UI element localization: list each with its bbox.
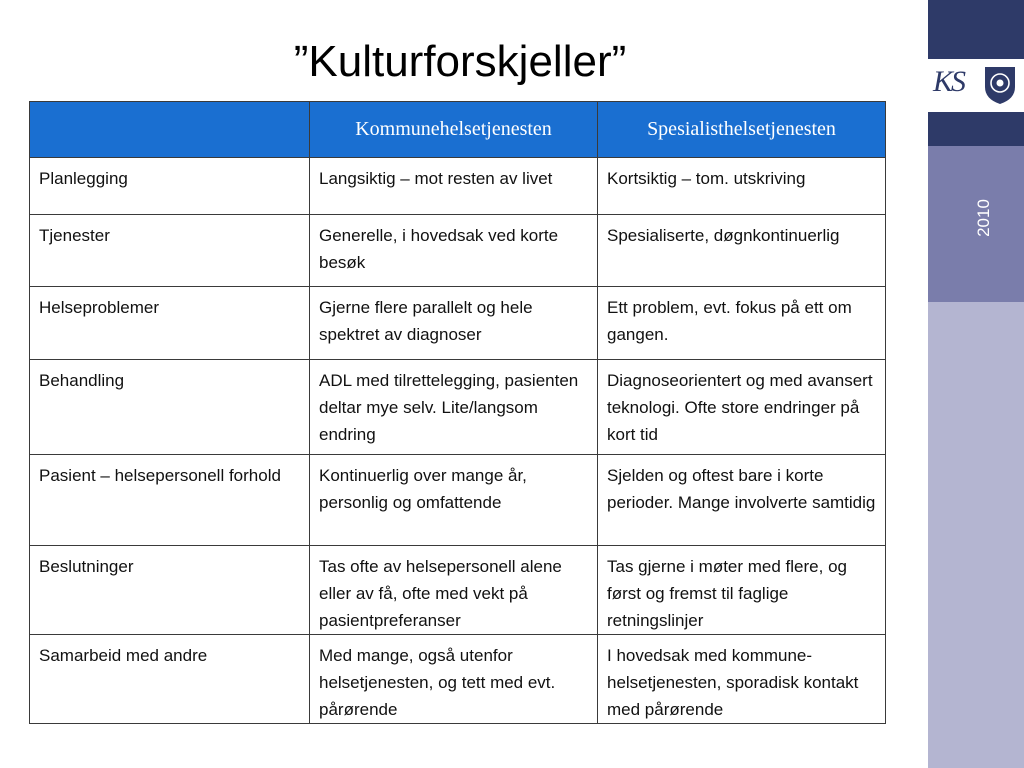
header-kommune: Kommunehelsetjenesten xyxy=(310,102,598,158)
row-label: Pasient – helsepersonell forhold xyxy=(30,455,310,546)
table-row xyxy=(30,215,886,287)
cell-kommune: Generelle, i hovedsak ved korte besøk xyxy=(310,215,598,287)
cell-spesialist: Sjelden og oftest bare i korte perioder. Mange involverte samtidig xyxy=(598,455,886,546)
ks-logo: KS xyxy=(933,65,965,98)
crest-icon xyxy=(983,65,1017,105)
cell-kommune: Tas ofte av helsepersonell alene eller av få, ofte med vekt på pasientpreferanser xyxy=(310,546,598,635)
cell-spesialist: Diagnoseorientert og med avansert teknologi. Ofte store endringer på kort tid xyxy=(598,360,886,455)
cell-spesialist: Tas gjerne i møter med flere, og først og fremst til faglige retningslinjer xyxy=(598,546,886,635)
cell-spesialist: I hovedsak med kommune-helsetjenesten, sporadisk kontakt med pårørende xyxy=(598,635,886,724)
cell-kommune: Kontinuerlig over mange år, personlig og omfattende xyxy=(310,455,598,546)
table-header-row xyxy=(30,102,886,158)
cell-spesialist: Ett problem, evt. fokus på ett om gangen. xyxy=(598,287,886,360)
slide-title: ”Kulturforskjeller” xyxy=(293,37,627,86)
cell-kommune: Langsiktig – mot resten av livet xyxy=(310,158,598,215)
table-row xyxy=(30,360,886,455)
row-label: Helseproblemer xyxy=(30,287,310,360)
header-spesialist: Spesialisthelsetjenesten xyxy=(598,102,886,158)
table-row xyxy=(30,635,886,724)
row-label: Beslutninger xyxy=(30,546,310,635)
sidebar-top-band xyxy=(928,0,1024,59)
table-row xyxy=(30,546,886,635)
cell-kommune: Gjerne flere parallelt og hele spektret av diagnoser xyxy=(310,287,598,360)
comparison-table xyxy=(29,101,886,724)
cell-kommune: Med mange, også utenfor helsetjenesten, og tett med evt. pårørende xyxy=(310,635,598,724)
table-row xyxy=(30,287,886,360)
table-row xyxy=(30,455,886,546)
row-label: Planlegging xyxy=(30,158,310,215)
row-label: Samarbeid med andre xyxy=(30,635,310,724)
sidebar-low xyxy=(928,302,1024,768)
cell-spesialist: Spesialiserte, døgnkontinuerlig xyxy=(598,215,886,287)
row-label: Behandling xyxy=(30,360,310,455)
cell-spesialist: Kortsiktig – tom. utskriving xyxy=(598,158,886,215)
row-label: Tjenester xyxy=(30,215,310,287)
sidebar-band xyxy=(928,112,1024,146)
header-empty xyxy=(30,102,310,158)
year-label: 2010 xyxy=(974,199,993,237)
table-row xyxy=(30,158,886,215)
sidebar xyxy=(928,0,1024,768)
cell-kommune: ADL med tilrettelegging, pasienten deltar mye selv. Lite/langsom endring xyxy=(310,360,598,455)
